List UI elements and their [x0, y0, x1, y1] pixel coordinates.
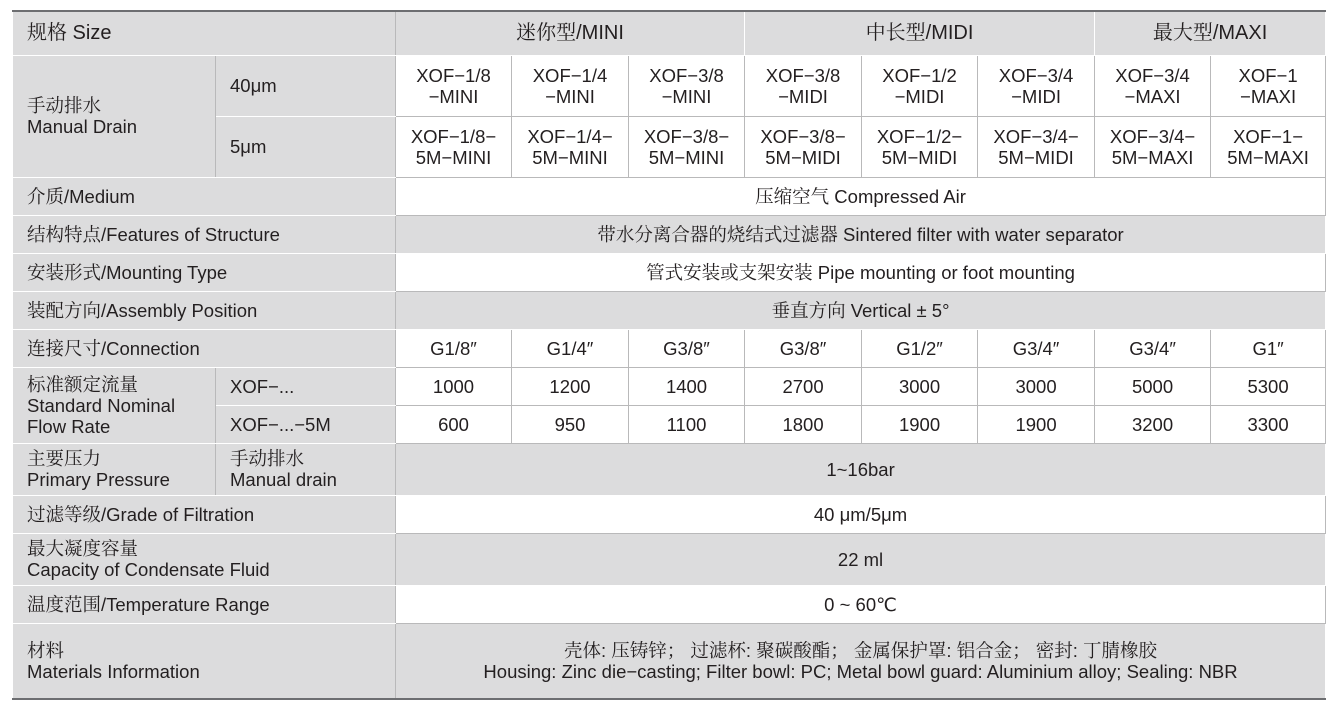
filtration-value: 40 μm/5μm	[396, 495, 1326, 533]
temperature-row	[13, 585, 1326, 623]
flow-row-standard	[13, 367, 1326, 405]
connection-cell: G1/4″	[512, 329, 629, 367]
flow-rate-label: 标准额定流量 Standard Nominal Flow Rate	[13, 367, 216, 443]
structure-row	[13, 215, 1326, 253]
materials-value: 壳体: 压铸锌； 过滤杯: 聚碳酸酯； 金属保护罩: 铝合金； 密封: 丁腈橡胶 Housing: Zinc die−casting; Filter bowl: PC; Metal bowl guard: Aluminium alloy; Sealing: NBR	[396, 623, 1326, 699]
filtration-row	[13, 495, 1326, 533]
model-cell: XOF−1/2 −MIDI	[862, 55, 978, 116]
model-cell: XOF−3/8 −MINI	[629, 55, 745, 116]
connection-cell: G3/4″	[1095, 329, 1211, 367]
model-cell: XOF−3/4 −MAXI	[1095, 55, 1211, 116]
model-cell: XOF−1/4 −MINI	[512, 55, 629, 116]
flow-cell: 3200	[1095, 405, 1211, 443]
pressure-row	[13, 443, 1326, 495]
flow-cell: 600	[396, 405, 512, 443]
model-cell: XOF−3/8− 5M−MINI	[629, 116, 745, 177]
mounting-label: 安装形式/Mounting Type	[13, 253, 396, 291]
connection-cell: G3/8″	[629, 329, 745, 367]
medium-row	[13, 177, 1326, 215]
specification-table	[12, 10, 1326, 700]
flow-cell: 1900	[862, 405, 978, 443]
flow-cell: 3300	[1211, 405, 1326, 443]
flow-cell: 950	[512, 405, 629, 443]
group-maxi: 最大型/MAXI	[1095, 11, 1326, 55]
connection-cell: G1/2″	[862, 329, 978, 367]
manual-drain-label: 手动排水 Manual Drain	[13, 55, 216, 177]
connection-label: 连接尺寸/Connection	[13, 329, 396, 367]
flow-cell: 1400	[629, 367, 745, 405]
connection-cell: G1/8″	[396, 329, 512, 367]
medium-value: 压缩空气 Compressed Air	[396, 177, 1326, 215]
flow-cell: 5000	[1095, 367, 1211, 405]
grade-5um: 5μm	[216, 116, 396, 177]
flow-cell: 1200	[512, 367, 629, 405]
grade-40um: 40μm	[216, 55, 396, 116]
filtration-label: 过滤等级/Grade of Filtration	[13, 495, 396, 533]
assembly-value: 垂直方向 Vertical ± 5°	[396, 291, 1326, 329]
model-cell: XOF−3/4 −MIDI	[978, 55, 1095, 116]
model-cell: XOF−3/8 −MIDI	[745, 55, 862, 116]
flow-cell: 2700	[745, 367, 862, 405]
connection-row	[13, 329, 1326, 367]
assembly-label: 装配方向/Assembly Position	[13, 291, 396, 329]
model-cell: XOF−1/8 −MINI	[396, 55, 512, 116]
structure-label: 结构特点/Features of Structure	[13, 215, 396, 253]
pressure-label: 主要压力 Primary Pressure	[13, 443, 216, 495]
flow-cell: 3000	[862, 367, 978, 405]
temperature-label: 温度范围/Temperature Range	[13, 585, 396, 623]
model-cell: XOF−1/8− 5M−MINI	[396, 116, 512, 177]
model-row-40um	[13, 55, 1326, 116]
model-cell: XOF−3/8− 5M−MIDI	[745, 116, 862, 177]
model-cell: XOF−3/4− 5M−MIDI	[978, 116, 1095, 177]
temperature-value: 0 ~ 60℃	[396, 585, 1326, 623]
materials-row	[13, 623, 1326, 699]
pressure-value: 1~16bar	[396, 443, 1326, 495]
flow-cell: 1800	[745, 405, 862, 443]
connection-cell: G3/4″	[978, 329, 1095, 367]
group-midi: 中长型/MIDI	[745, 11, 1095, 55]
condensate-value: 22 ml	[396, 533, 1326, 585]
condensate-label: 最大凝度容量 Capacity of Condensate Fluid	[13, 533, 396, 585]
assembly-row	[13, 291, 1326, 329]
header-row	[13, 11, 1326, 55]
model-cell: XOF−1/2− 5M−MIDI	[862, 116, 978, 177]
model-cell: XOF−1− 5M−MAXI	[1211, 116, 1326, 177]
size-label: 规格 Size	[13, 11, 396, 55]
medium-label: 介质/Medium	[13, 177, 396, 215]
flow-cell: 5300	[1211, 367, 1326, 405]
group-mini: 迷你型/MINI	[396, 11, 745, 55]
mounting-row	[13, 253, 1326, 291]
flow-cell: 1900	[978, 405, 1095, 443]
connection-cell: G3/8″	[745, 329, 862, 367]
flow-cell: 1000	[396, 367, 512, 405]
model-cell: XOF−1/4− 5M−MINI	[512, 116, 629, 177]
condensate-row	[13, 533, 1326, 585]
pressure-sub-label: 手动排水 Manual drain	[216, 443, 396, 495]
structure-value: 带水分离合器的烧结式过滤器 Sintered filter with water separator	[396, 215, 1326, 253]
model-cell: XOF−3/4− 5M−MAXI	[1095, 116, 1211, 177]
flow-cell: 1100	[629, 405, 745, 443]
mounting-value: 管式安装或支架安装 Pipe mounting or foot mounting	[396, 253, 1326, 291]
flow-model-standard: XOF−...	[216, 367, 396, 405]
flow-model-5m: XOF−...−5M	[216, 405, 396, 443]
connection-cell: G1″	[1211, 329, 1326, 367]
model-cell: XOF−1 −MAXI	[1211, 55, 1326, 116]
flow-cell: 3000	[978, 367, 1095, 405]
materials-label: 材料 Materials Information	[13, 623, 396, 699]
